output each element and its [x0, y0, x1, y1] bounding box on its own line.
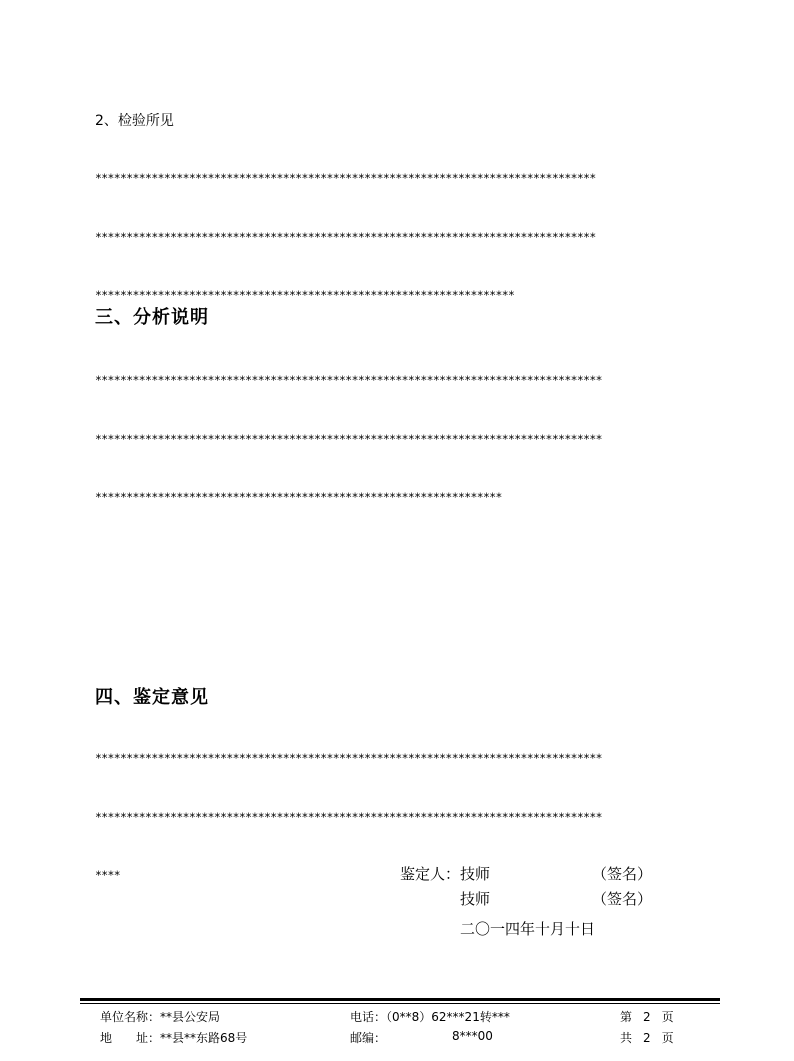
text-line: *********************************************************************************: [95, 431, 602, 446]
footer-rule-thick: [80, 998, 720, 1001]
footer-zip-value: 8***00: [452, 1029, 493, 1043]
total-label-pre: 共: [620, 1031, 633, 1045]
text-line: ********************************************************************************: [95, 229, 596, 244]
appraiser-title-1: 技师: [460, 865, 491, 883]
addr-value: **县**东路68号: [160, 1031, 248, 1045]
footer-page-number: [620, 1008, 674, 1025]
org-value: **县公安局: [160, 1010, 221, 1024]
footer-org: [100, 1008, 220, 1025]
text-line: *********************************************************************************: [95, 809, 602, 824]
total-label-post: 页: [661, 1031, 674, 1045]
text-line: *******************************************************************: [95, 288, 515, 302]
subheading-inspection-findings: 2、检验所见: [95, 113, 174, 129]
signature-placeholder-2: （签名）: [592, 890, 653, 908]
analysis-text: [95, 332, 695, 527]
phone-value: （0**8）62***21转***: [386, 1010, 510, 1024]
phone-label: 电话：: [350, 1010, 387, 1024]
page-number: 2: [643, 1010, 651, 1024]
footer-zip-label: 邮编：: [350, 1031, 387, 1045]
text-line: ****: [95, 868, 121, 882]
footer-page-total: [620, 1029, 674, 1046]
total-pages: 2: [643, 1031, 651, 1045]
appraiser-title-2: 技师: [460, 890, 491, 908]
appraiser-label: 鉴定人：: [400, 865, 461, 883]
text-line: ********************************************************************************: [95, 171, 596, 185]
page-label-post: 页: [661, 1010, 674, 1024]
footer-phone: [350, 1008, 510, 1025]
inspection-findings-text: [95, 130, 695, 325]
report-date: 二〇一四年十月十日: [460, 920, 596, 938]
heading-analysis: 三、分析说明: [95, 307, 209, 328]
signature-placeholder-1: （签名）: [592, 865, 653, 883]
page-label-pre: 第: [620, 1010, 633, 1024]
heading-opinion: 四、鉴定意见: [95, 687, 209, 708]
text-line: *****************************************************************: [95, 490, 502, 504]
org-label: 单位名称：: [100, 1010, 161, 1024]
footer-address: [100, 1029, 247, 1046]
footer-rule-thin: [80, 1003, 720, 1004]
addr-label: 地 址：: [100, 1031, 161, 1045]
text-line: *********************************************************************************: [95, 751, 602, 765]
text-line: *********************************************************************************: [95, 373, 602, 387]
